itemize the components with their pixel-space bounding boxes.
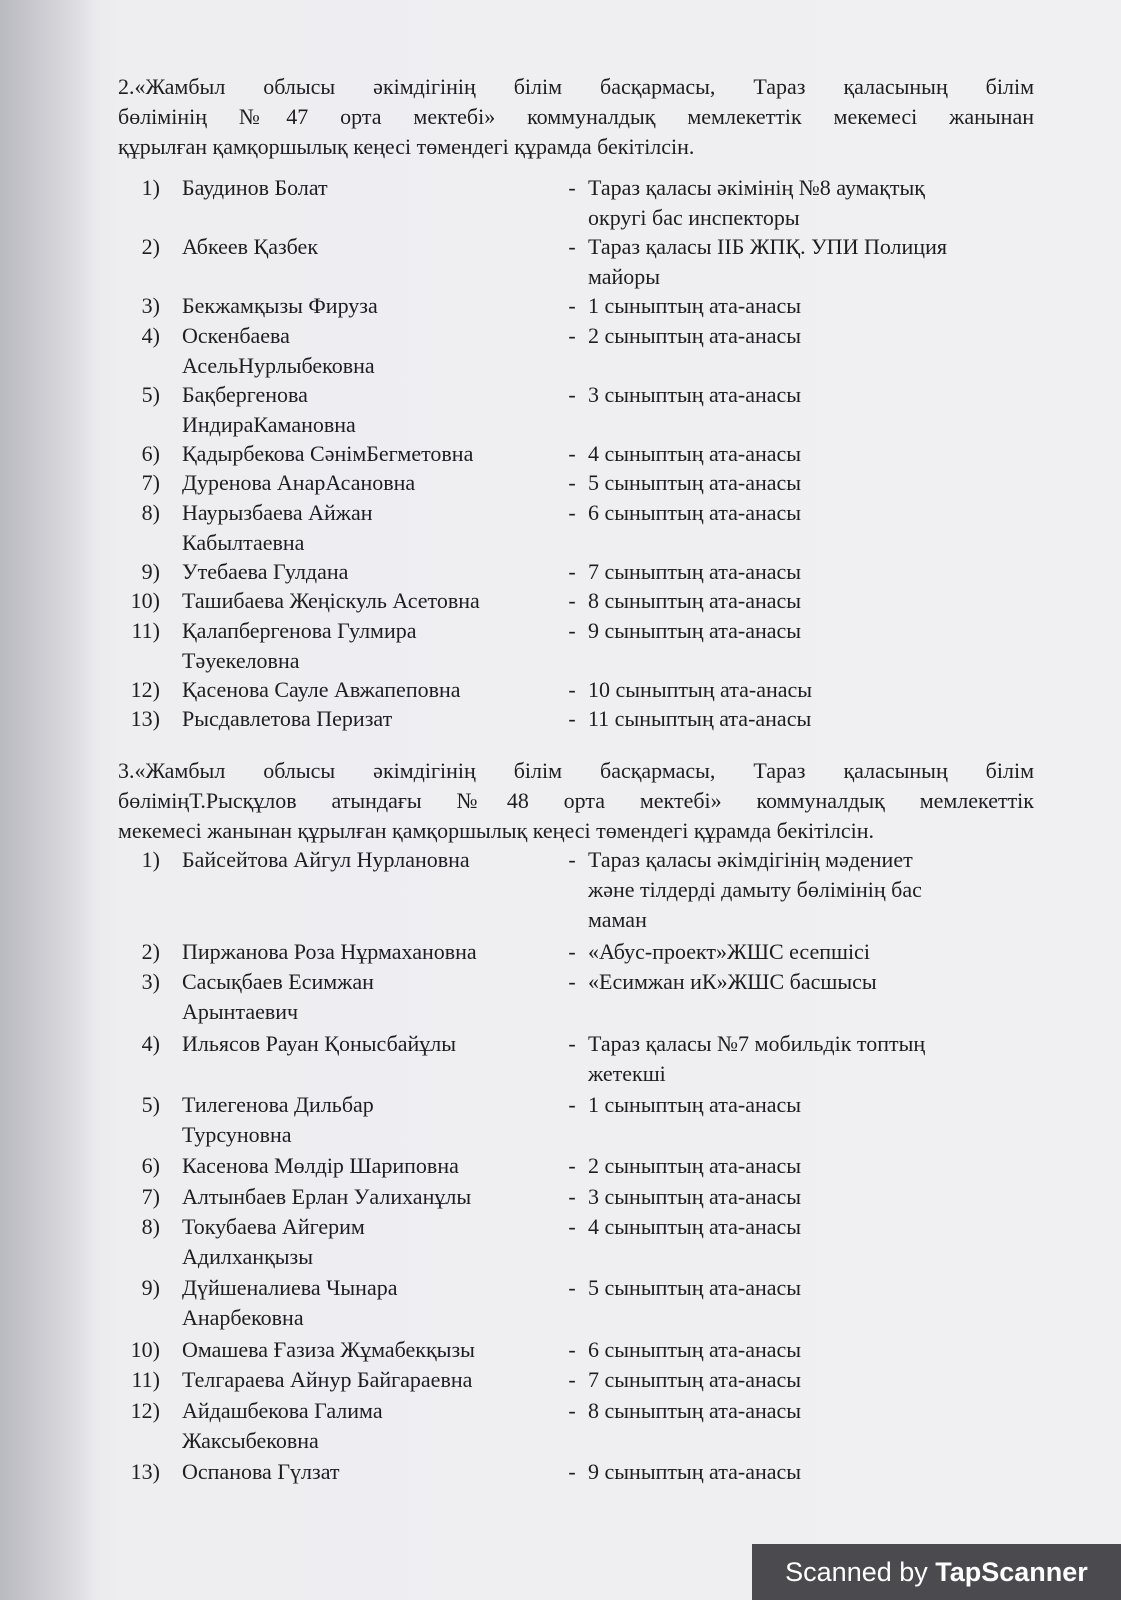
dash-separator: -: [568, 676, 576, 702]
member-name: [182, 616, 552, 676]
member-role: [588, 232, 1028, 292]
member-name-line: Қасенова Сауле Авжапеповна: [182, 676, 461, 702]
member-name: [182, 937, 552, 967]
member-name: [182, 586, 552, 616]
member-name-line: Қадырбекова СәнімБегметовна: [182, 440, 474, 466]
member-number: 9): [141, 558, 160, 584]
member-row: [118, 1457, 1034, 1488]
member-number: 5): [141, 381, 160, 407]
member-name-line: Баудинов Болат: [182, 175, 328, 200]
member-role-line: округі бас инспекторы: [588, 205, 800, 230]
member-number: 10): [130, 588, 160, 613]
member-role-line: майоры: [588, 264, 661, 289]
member-role: [588, 704, 1028, 734]
heading-line: мекемесі жанынан құрылған қамқоршылық кеңесі төмендегі құрамда бекітілсін.: [118, 818, 874, 843]
member-number: 9): [141, 1275, 160, 1301]
member-role: [588, 845, 1028, 935]
member-role: [588, 1029, 1028, 1089]
member-row: [118, 586, 1034, 616]
member-row: [118, 1335, 1034, 1366]
member-role: [588, 291, 1028, 321]
dash-separator: -: [568, 847, 576, 872]
member-name-line: Анарбековна: [182, 1305, 304, 1331]
member-role: [588, 1365, 1028, 1395]
dash-separator: -: [568, 470, 576, 495]
member-row: [118, 557, 1034, 587]
member-role-line: 7 сыныптың ата-анасы: [588, 558, 802, 584]
member-role: [588, 1090, 1028, 1120]
member-role: [588, 439, 1028, 469]
member-name: [182, 967, 552, 1027]
member-row: [118, 967, 1034, 1028]
member-name-line: Омашева Ғазиза Жұмабекқызы: [182, 1336, 475, 1362]
member-name: [182, 232, 552, 262]
member-number: 2): [141, 234, 160, 259]
member-name-line: Наурызбаева Айжан: [182, 499, 373, 525]
watermark-prefix: Scanned by: [785, 1557, 936, 1587]
member-role: [588, 468, 1028, 498]
member-row: [118, 468, 1034, 498]
member-role-line: және тілдерді дамыту бөлімінің бас: [588, 877, 922, 902]
heading-line: 2.«Жамбыл облысы әкімдігінің білім басқармасы, Тараз қаласының білім: [118, 74, 1034, 99]
member-role-line: 3 сыныптың ата-анасы: [588, 1183, 802, 1209]
member-number: 1): [141, 175, 160, 200]
member-number: 7): [141, 1183, 160, 1209]
member-role-line: 2 сыныптың ата-анасы: [588, 1153, 802, 1178]
heading-line: бөлімінің №47 орта мектебі» коммуналдық мемлекеттік мекемесі жанынан: [118, 104, 1034, 129]
member-row: [118, 1090, 1034, 1151]
member-row: [118, 232, 1034, 291]
member-name: [182, 173, 552, 203]
member-name: [182, 1212, 552, 1272]
member-name: [182, 1457, 552, 1487]
member-number: 11): [131, 1367, 160, 1393]
member-row: [118, 845, 1034, 937]
member-role: [588, 557, 1028, 587]
member-role-line: 9 сыныптың ата-анасы: [588, 617, 802, 643]
member-name-line: Дуренова АнарАсановна: [182, 470, 416, 495]
member-role-line: жетекші: [588, 1060, 666, 1086]
dash-separator: -: [568, 1030, 576, 1056]
member-name: [182, 1365, 552, 1395]
member-role-line: Тараз қаласы №7 мобильдік топтың: [588, 1030, 926, 1056]
member-role-line: «Есимжан иК»ЖШС басшысы: [588, 969, 877, 995]
member-number: 10): [130, 1336, 160, 1362]
section-3-heading: [118, 756, 1034, 846]
member-name: [182, 557, 552, 587]
member-name-line: Пиржанова Роза Нұрмахановна: [182, 938, 477, 964]
dash-separator: -: [568, 1397, 576, 1423]
member-row: [118, 498, 1034, 557]
member-name-line: Бақбергенова: [182, 381, 308, 407]
heading-line: құрылған қамқоршылық кеңесі төмендегі құрамда бекітілсін.: [118, 134, 695, 159]
member-role-line: 4 сыныптың ата-анасы: [588, 440, 802, 466]
member-role: [588, 1151, 1028, 1181]
watermark-brand: TapScanner: [935, 1557, 1088, 1587]
member-number: 13): [130, 1459, 160, 1484]
member-name: [182, 1090, 552, 1150]
member-name-line: Арынтаевич: [182, 999, 299, 1025]
dash-separator: -: [568, 1336, 576, 1362]
member-name: [182, 321, 552, 381]
member-number: 11): [131, 617, 160, 643]
member-number: 2): [141, 938, 160, 964]
member-name: [182, 1151, 552, 1181]
page-edge-shadow: [0, 0, 95, 1600]
member-row: [118, 937, 1034, 968]
member-role: [588, 380, 1028, 410]
member-name: [182, 704, 552, 734]
member-name: [182, 291, 552, 321]
member-name: [182, 1273, 552, 1333]
member-row: [118, 1182, 1034, 1213]
dash-separator: -: [568, 234, 576, 259]
dash-separator: -: [568, 1153, 576, 1178]
member-role: [588, 586, 1028, 616]
member-role: [588, 1396, 1028, 1426]
member-name-line: Жаксыбековна: [182, 1427, 319, 1453]
member-name-line: Турсуновна: [182, 1121, 292, 1147]
member-role: [588, 1182, 1028, 1212]
member-role-line: 8 сыныптың ата-анасы: [588, 1397, 802, 1423]
member-name-line: Оспанова Гүлзат: [182, 1459, 340, 1484]
dash-separator: -: [568, 1091, 576, 1117]
member-name: [182, 498, 552, 558]
member-number: 12): [130, 676, 160, 702]
member-name-line: Адилханқызы: [182, 1244, 314, 1270]
member-name-line: Бекжамқызы Фируза: [182, 293, 378, 318]
member-number: 8): [141, 499, 160, 525]
member-number: 5): [141, 1091, 160, 1117]
dash-separator: -: [568, 1275, 576, 1301]
dash-separator: -: [568, 293, 576, 318]
member-role-line: 2 сыныптың ата-анасы: [588, 322, 802, 348]
member-name-line: Рысдавлетова Перизат: [182, 706, 393, 731]
member-role-line: 6 сыныптың ата-анасы: [588, 1336, 802, 1362]
member-number: 6): [141, 440, 160, 466]
member-role: [588, 1212, 1028, 1242]
member-role: [588, 1335, 1028, 1365]
member-role-line: 4 сыныптың ата-анасы: [588, 1214, 802, 1240]
member-role-line: маман: [588, 907, 647, 932]
member-role: [588, 967, 1028, 997]
member-row: [118, 1151, 1034, 1182]
member-role-line: Тараз қаласы әкімдігінің мәдениет: [588, 847, 913, 872]
member-row: [118, 1029, 1034, 1090]
member-row: [118, 1273, 1034, 1334]
member-role-line: 8 сыныптың ата-анасы: [588, 588, 802, 613]
member-name-line: Тилегенова Дильбар: [182, 1091, 374, 1117]
member-name: [182, 845, 552, 875]
member-name-line: Токубаева Айгерим: [182, 1214, 365, 1240]
member-role: [588, 675, 1028, 705]
member-name-line: Айдашбекова Галима: [182, 1397, 383, 1423]
member-name-line: Алтынбаев Ерлан Уалиханұлы: [182, 1183, 472, 1209]
dash-separator: -: [568, 175, 576, 200]
member-row: [118, 1365, 1034, 1396]
dash-separator: -: [568, 1367, 576, 1393]
member-role: [588, 937, 1028, 967]
member-name-line: Ташибаева Жеңіскуль Асетовна: [182, 588, 480, 613]
member-role-line: «Абус-проект»ЖШС есепшісі: [588, 938, 870, 964]
member-row: [118, 1212, 1034, 1273]
member-role-line: 10 сыныптың ата-анасы: [588, 676, 813, 702]
member-role-line: 1 сыныптың ата-анасы: [588, 293, 802, 318]
member-row: [118, 675, 1034, 705]
member-name-line: Оскенбаева: [182, 322, 290, 348]
member-number: 4): [141, 322, 160, 348]
member-name-line: Дүйшеналиева Чынара: [182, 1275, 398, 1301]
member-role: [588, 1273, 1028, 1303]
member-role-line: 6 сыныптың ата-анасы: [588, 499, 802, 525]
member-name-line: ИндираКамановна: [182, 411, 356, 437]
dash-separator: -: [568, 1214, 576, 1240]
member-role-line: 11 сыныптың ата-анасы: [588, 706, 812, 731]
member-role: [588, 1457, 1028, 1487]
dash-separator: -: [568, 969, 576, 995]
member-row: [118, 1396, 1034, 1457]
member-role: [588, 498, 1028, 528]
member-role-line: 5 сыныптың ата-анасы: [588, 1275, 802, 1301]
member-name: [182, 1335, 552, 1365]
member-name-line: АсельНурлыбековна: [182, 352, 375, 378]
member-name: [182, 380, 552, 440]
member-name-line: Касенова Мөлдір Шариповна: [182, 1153, 459, 1178]
member-row: [118, 380, 1034, 439]
dash-separator: -: [568, 1459, 576, 1484]
member-number: 4): [141, 1030, 160, 1056]
member-number: 12): [130, 1397, 160, 1423]
scanner-watermark: [752, 1544, 1121, 1600]
member-role-line: 5 сыныптың ата-анасы: [588, 470, 802, 495]
member-role-line: 7 сыныптың ата-анасы: [588, 1367, 802, 1393]
member-row: [118, 321, 1034, 380]
member-row: [118, 173, 1034, 232]
member-role: [588, 173, 1028, 233]
member-name-line: Ильясов Рауан Қонысбайұлы: [182, 1030, 457, 1056]
dash-separator: -: [568, 440, 576, 466]
dash-separator: -: [568, 558, 576, 584]
member-name-line: Телгараева Айнур Байгараевна: [182, 1367, 473, 1393]
dash-separator: -: [568, 938, 576, 964]
member-role-line: Тараз қаласы әкімінің №8 аумақтық: [588, 175, 925, 200]
member-role-line: 9 сыныптың ата-анасы: [588, 1459, 802, 1484]
dash-separator: -: [568, 706, 576, 731]
member-name-line: Қалапбергенова Гулмира: [182, 617, 417, 643]
member-name: [182, 1182, 552, 1212]
member-name-line: Байсейтова Айгул Нурлановна: [182, 847, 470, 872]
dash-separator: -: [568, 322, 576, 348]
heading-line: бөліміңТ.Рысқұлов атындағы №48 орта мектебі» коммуналдық мемлекеттік: [118, 788, 1034, 813]
member-number: 3): [141, 969, 160, 995]
member-role-line: Тараз қаласы ІІБ ЖПҚ. УПИ Полиция: [588, 234, 947, 259]
dash-separator: -: [568, 499, 576, 525]
member-row: [118, 616, 1034, 675]
member-name-line: Кабылтаевна: [182, 529, 305, 555]
member-row: [118, 291, 1034, 321]
member-name: [182, 439, 552, 469]
member-row: [118, 704, 1034, 734]
member-name-line: Сасықбаев Есимжан: [182, 969, 374, 995]
dash-separator: -: [568, 381, 576, 407]
dash-separator: -: [568, 1183, 576, 1209]
heading-line: 3.«Жамбыл облысы әкімдігінің білім басқармасы, Тараз қаласының білім: [118, 758, 1034, 783]
member-number: 8): [141, 1214, 160, 1240]
member-role-line: 1 сыныптың ата-анасы: [588, 1091, 802, 1117]
member-role: [588, 616, 1028, 646]
member-name: [182, 675, 552, 705]
dash-separator: -: [568, 617, 576, 643]
member-role: [588, 321, 1028, 351]
member-name: [182, 468, 552, 498]
member-number: 3): [141, 293, 160, 318]
section-2-heading: [118, 72, 1034, 162]
member-number: 13): [130, 706, 160, 731]
member-name: [182, 1396, 552, 1456]
member-role-line: 3 сыныптың ата-анасы: [588, 381, 802, 407]
member-name-line: Утебаева Гулдана: [182, 558, 349, 584]
member-number: 7): [141, 470, 160, 495]
member-row: [118, 439, 1034, 469]
member-number: 6): [141, 1153, 160, 1178]
member-name: [182, 1029, 552, 1059]
dash-separator: -: [568, 588, 576, 613]
member-name-line: Абкеев Қазбек: [182, 234, 319, 259]
member-number: 1): [141, 847, 160, 872]
member-name-line: Тәуекеловна: [182, 647, 300, 673]
